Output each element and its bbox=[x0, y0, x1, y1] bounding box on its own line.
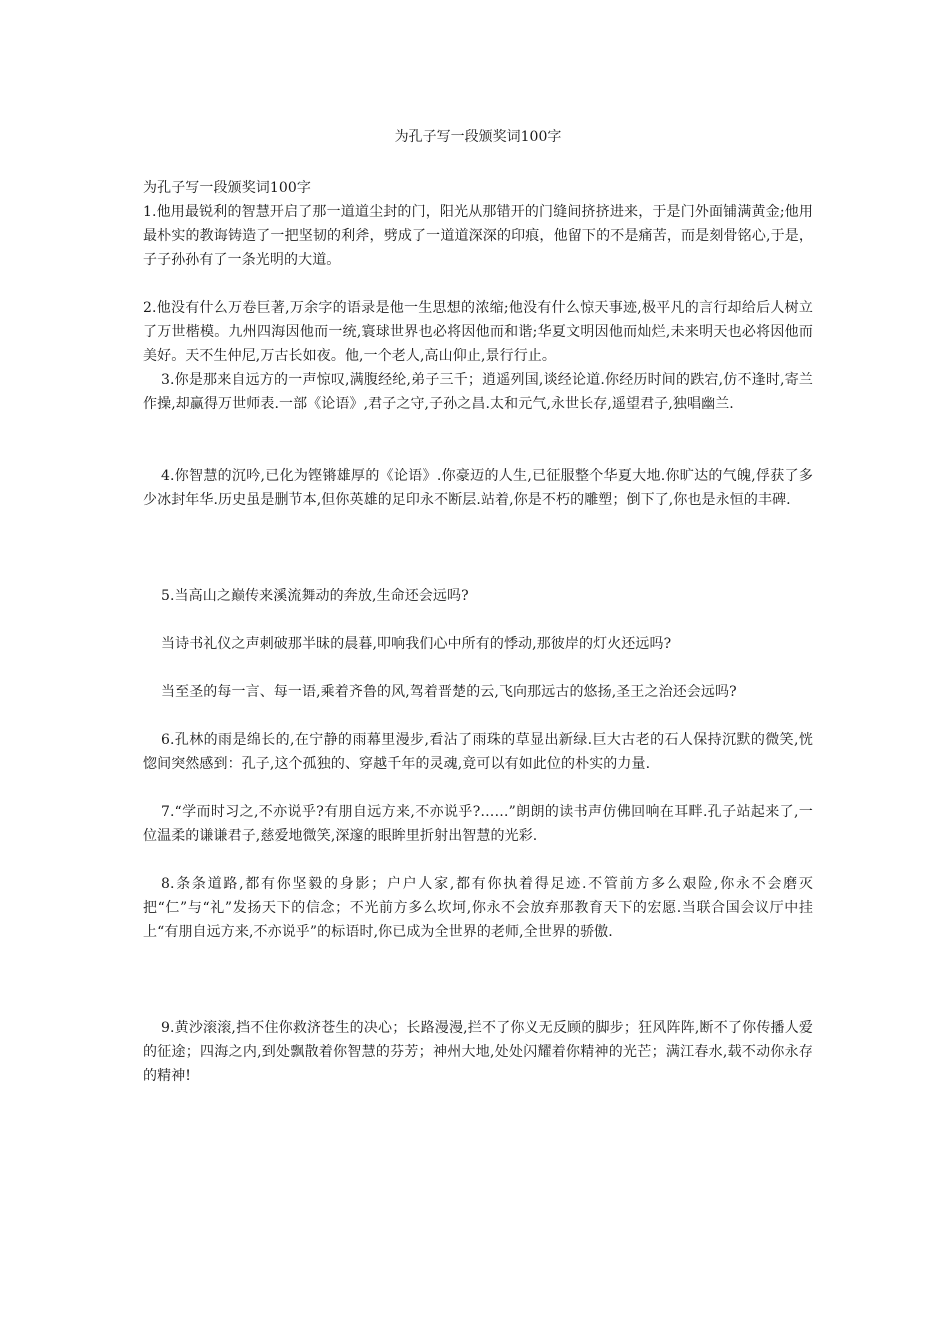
paragraph-5a: 5.当高山之巅传来溪流舞动的奔放,生命还会远吗? bbox=[161, 588, 469, 604]
document-title: 为孔子写一段颁奖词100字 bbox=[394, 129, 562, 145]
paragraph-5c: 当至圣的每一言、每一语,乘着齐鲁的风,驾着晋楚的云,飞向那远古的悠扬,圣王之治还会远吗? bbox=[161, 684, 737, 700]
paragraph-1: 1.他用最锐利的智慧开启了那一道道尘封的门，阳光从那错开的门缝间挤挤进来，于是门外面铺满黄金;他用最朴实的教诲铸造了一把坚韧的利斧，劈成了一道道深深的印痕，他留下的不是痛苦，而是刻骨铭心,于是，子子孙孙有了一条光明的大道。 bbox=[143, 204, 813, 268]
paragraph-7: 7.“学而时习之,不亦说乎?有朋自远方来,不亦说乎?……”朗朗的读书声仿佛回响在耳畔.孔子站起来了,一位温柔的谦谦君子,慈爱地微笑,深邃的眼眸里折射出智慧的光彩. bbox=[143, 804, 813, 844]
paragraph-2: 2.他没有什么万卷巨著,万余字的语录是他一生思想的浓缩;他没有什么惊天事迹,极平凡的言行却给后人树立了万世楷模。九州四海因他而一统,寰球世界也必将因他而和谐;华夏文明因他而灿烂,未来明天也必将因他而美好。天不生仲尼,万古长如夜。他,一个老人,高山仰止,景行行止。 bbox=[143, 300, 813, 364]
document-body bbox=[143, 176, 813, 1088]
paragraph-8: 8.条条道路,都有你坚毅的身影；户户人家,都有你执着得足迹.不管前方多么艰险,你永不会磨灭把“仁”与“礼”发扬天下的信念；不光前方多么坎坷,你永不会放弃那教育天下的宏愿.当联合国会议厅中挂上“有朋自远方来,不亦说乎”的标语时,你已成为全世界的老师,全世界的骄傲. bbox=[143, 876, 813, 940]
paragraph-6: 6.孔林的雨是绵长的,在宁静的雨幕里漫步,看沾了雨珠的草显出新绿.巨大古老的石人保持沉默的微笑,恍惚间突然感到：孔子,这个孤独的、穿越千年的灵魂,竟可以有如此位的朴实的力量. bbox=[143, 732, 813, 772]
paragraph-5b: 当诗书礼仪之声刺破那半昧的晨暮,叩响我们心中所有的悸动,那彼岸的灯火还远吗? bbox=[161, 636, 672, 652]
document-subtitle: 为孔子写一段颁奖词100字 bbox=[143, 180, 312, 196]
paragraph-3: 3.你是那来自远方的一声惊叹,满腹经纶,弟子三千；逍遥列国,谈经论道.你经历时间的跌宕,仿不逢时,寄兰作操,却赢得万世师表.一部《论语》,君子之守,子孙之昌.太和元气,永世长存,遥望君子,独唱幽兰. bbox=[143, 372, 813, 412]
paragraph-9: 9.黄沙滚滚,挡不住你救济苍生的决心；长路漫漫,拦不了你义无反顾的脚步；狂风阵阵,断不了你传播人爱的征途；四海之内,到处飘散着你智慧的芬芳；神州大地,处处闪耀着你精神的光芒；满江春水,载不动你永存的精神! bbox=[143, 1020, 813, 1084]
paragraph-4: 4.你智慧的沉吟,已化为铿锵雄厚的《论语》.你豪迈的人生,已征服整个华夏大地.你旷达的气魄,俘获了多少冰封年华.历史虽是删节本,但你英雄的足印永不断层.站着,你是不朽的雕塑；倒下了,你也是永恒的丰碑. bbox=[143, 468, 813, 508]
